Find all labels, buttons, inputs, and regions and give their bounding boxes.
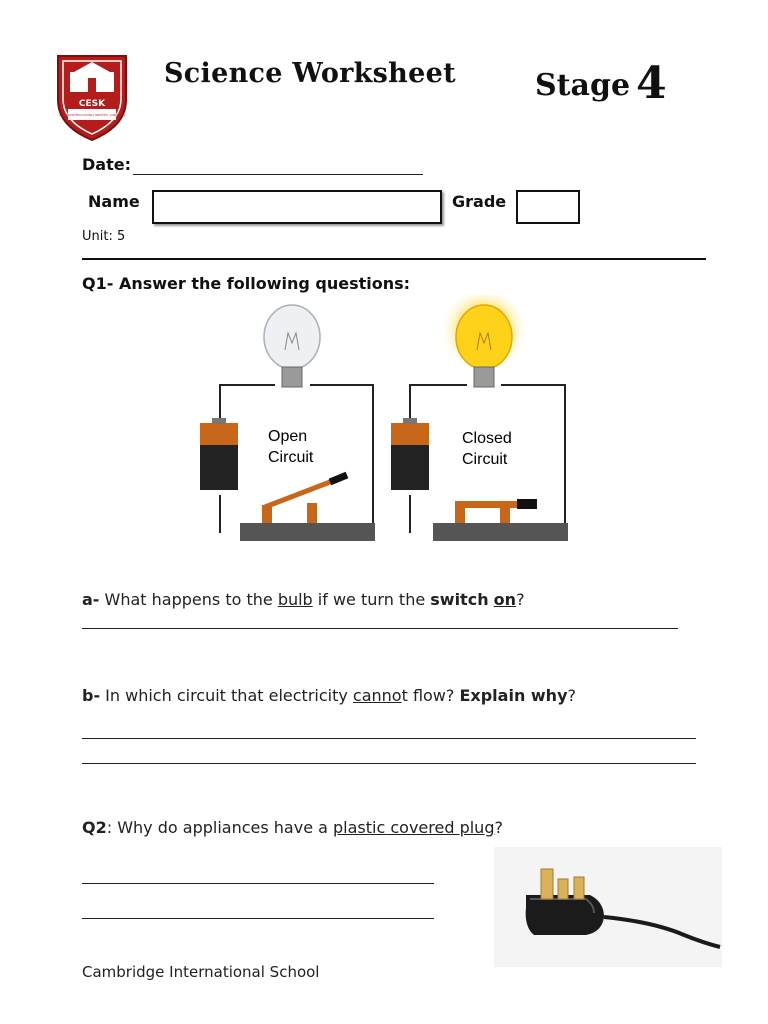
closed-label-2: Circuit [462,451,508,468]
name-input[interactable] [152,190,442,224]
qa-text-1: What happens to the [99,590,278,609]
bulb-on-icon [456,305,512,369]
worksheet-title: Science Worksheet [164,58,456,89]
q2-prefix: Q2 [82,818,107,837]
plug-image [494,847,722,967]
qa-prefix: a- [82,590,100,609]
unit-label: Unit: 5 [82,229,126,244]
qa-bold-underline-1: on [493,590,517,609]
qa-underline-1: bulb [277,590,313,609]
date-label: Date: [82,155,131,174]
qa-text-2: if we turn the [312,590,431,609]
open-label-2: Circuit [268,449,314,466]
name-label: Name [88,192,140,211]
question-b [82,686,576,705]
answer-line-b1[interactable] [82,738,696,739]
closed-circuit [391,295,568,541]
question-a [82,590,525,609]
grade-label: Grade [452,192,507,211]
bulb-off-icon [264,305,320,369]
switch-open-icon [240,475,375,541]
qa-text-4: ? [516,590,525,609]
qb-text-3: ? [567,686,576,705]
question-q2 [82,818,503,837]
q2-text-2: ? [494,818,503,837]
answer-line-a[interactable] [82,628,678,629]
logo-subtext: CAMBRIDGE EDUCATIONAL SERVICES - KURDISTAN [59,114,125,117]
answer-line-b2[interactable] [82,763,696,764]
header-divider [82,258,706,260]
q2-text-1: : Why do appliances have a [106,818,334,837]
closed-label-1: Closed [462,430,512,447]
grade-input[interactable] [516,190,580,224]
qb-bold-1: Explain why [459,686,568,705]
stage-number: 4 [636,58,667,109]
open-label-1: Open [268,428,308,445]
qb-text-2: t flow? [401,686,460,705]
qa-bold-1: switch [430,590,489,609]
stage-label: Stage [535,68,631,103]
qb-text-1: In which circuit that electricity [100,686,353,705]
circuit-diagram [195,295,575,550]
qb-underline-1: canno [352,686,402,705]
q2-underline-1: plastic covered plug [333,818,495,837]
qb-prefix: b- [82,686,101,705]
switch-closed-icon [433,499,568,541]
date-field[interactable] [133,174,423,175]
open-circuit [200,305,375,541]
battery-icon-2 [391,418,429,490]
answer-line-q2b[interactable] [82,918,434,919]
school-name-footer: Cambridge International School [82,963,320,981]
logo-text: CESK [78,99,106,109]
stage-heading [535,58,667,109]
q1-heading: Q1- Answer the following questions: [82,274,411,293]
answer-line-q2a[interactable] [82,883,434,884]
school-logo [52,48,132,143]
battery-icon [200,418,238,490]
